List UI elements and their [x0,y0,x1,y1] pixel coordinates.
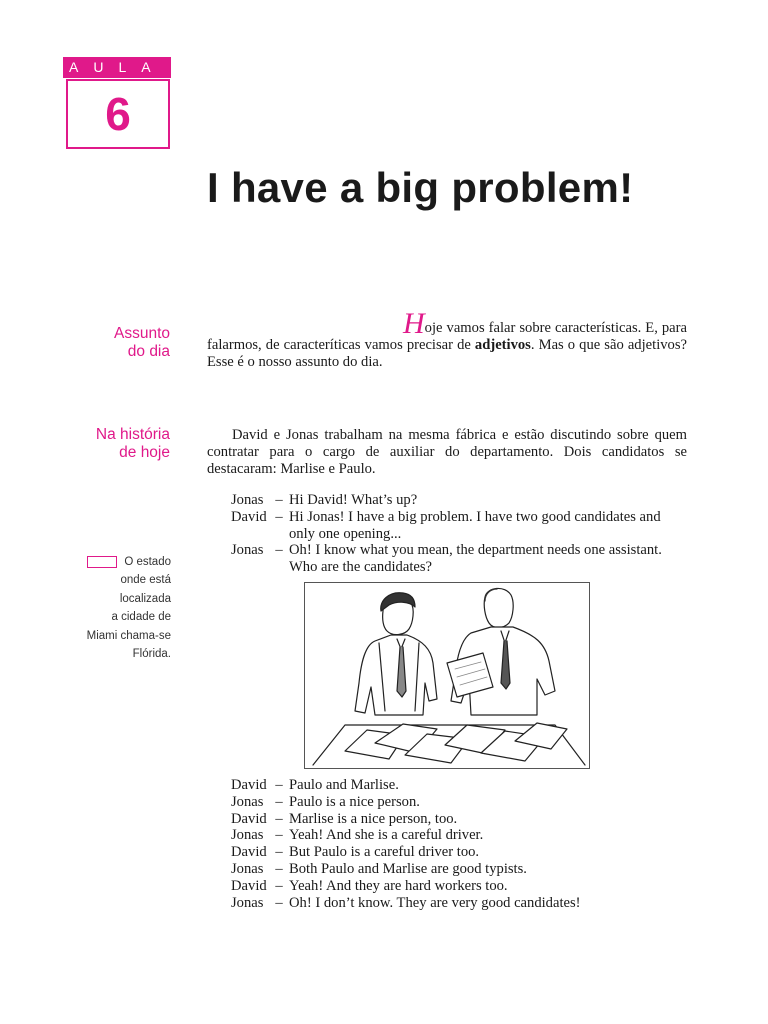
speech: Paulo is a nice person. [289,793,420,810]
historia-heading-line-2: de hoje [119,444,170,461]
dialogue-line [231,559,701,576]
two-men-with-papers-illustration [305,583,589,768]
dialogue-dash: – [275,508,283,525]
lesson-tag: AULA [63,57,171,78]
dialogue-dash: – [275,894,283,911]
dialogue-line [231,777,701,794]
sidenote [80,553,171,663]
dialogue-block-2 [231,777,701,911]
sidenote-line-3: localizada [119,592,171,605]
dialogue-line [231,811,701,828]
dialogue-line [231,878,701,895]
speech: But Paulo is a careful driver too. [289,844,480,861]
dialogue-dash: – [275,777,283,793]
sidenote-line-6: Flórida. [132,648,171,661]
dialogue-line [231,509,701,526]
speech: Yeah! And they are hard workers too. [289,877,508,894]
speaker: David [231,810,267,827]
dialogue-line [231,492,701,509]
speaker: Jonas [231,860,264,877]
speech: Who are the candidates? [289,559,433,576]
sidenote-line-4: a cidade de [111,611,171,624]
speaker: David [231,508,267,525]
speaker: Jonas [231,793,264,810]
speech: Yeah! And she is a careful driver. [289,827,484,844]
dialogue-line [231,861,701,878]
assunto-heading-line-1: Assunto [113,325,170,342]
historia-paragraph: David e Jonas trabalham na mesma fábrica e estão discutindo sobre quem contratar para o cargo de auxiliar do departamento. Dois candidatos se destacaram: Marlise e Paulo. [207,427,687,477]
historia-heading [96,426,170,462]
speech: Hi Jonas! I have a big problem. I have two good candidates and [289,508,661,525]
dialogue-dash: – [275,492,283,508]
dialogue-line [231,844,701,861]
sidenote-line-5: Miami chama-se [86,629,171,642]
assunto-heading-line-2: do dia [127,343,170,360]
dialogue-line [231,794,701,811]
dialogue-dash: – [275,542,283,559]
assunto-text-end: . Mas o que são adjetivos? Esse é o nosso assunto do dia. [207,337,687,370]
speech: only one opening... [289,525,402,542]
lesson-number: 6 [105,88,131,140]
lesson-number-box [66,79,170,149]
page-title: I have a big problem! [207,164,634,211]
dialogue-dash: – [275,810,283,827]
drop-cap: H [403,307,425,340]
dialogue-dash: – [275,844,283,861]
dialogue-line [231,827,701,844]
speaker: David [231,877,267,894]
dialogue-line [231,542,701,559]
dialogue-line [231,895,701,912]
historia-heading-line-1: Na história [95,426,170,443]
assunto-bold-term: adjetivos [474,337,531,353]
assunto-paragraph [207,307,687,371]
speaker: Jonas [231,492,264,508]
illustration [304,582,590,769]
speech: Oh! I don’t know. They are very good candidates! [289,894,581,911]
dialogue-dash: – [275,793,283,810]
speaker: Jonas [231,542,264,559]
dialogue-dash: – [275,827,283,844]
speech: Oh! I know what you mean, the department needs one assistant. [289,542,662,559]
sidenote-line-1: O estado [124,556,171,568]
speaker: Jonas [231,894,264,911]
dialogue-block-1 [231,492,701,576]
speech: Paulo and Marlise. [289,777,399,793]
assunto-heading [114,325,170,361]
speech: Both Paulo and Marlise are good typists. [289,860,527,877]
assunto-text: oje vamos falar sobre características. E, para falarmos, de caracteríticas vamos precisar de [207,320,687,353]
speaker: Jonas [231,827,264,844]
speaker: David [231,777,267,793]
speaker: David [231,844,267,861]
speech: Marlise is a nice person, too. [289,810,458,827]
dialogue-dash: – [275,877,283,894]
dialogue-line [231,526,701,543]
sidenote-line-2: onde está [120,574,171,587]
dialogue-dash: – [275,860,283,877]
speech: Hi David! What’s up? [289,492,418,508]
